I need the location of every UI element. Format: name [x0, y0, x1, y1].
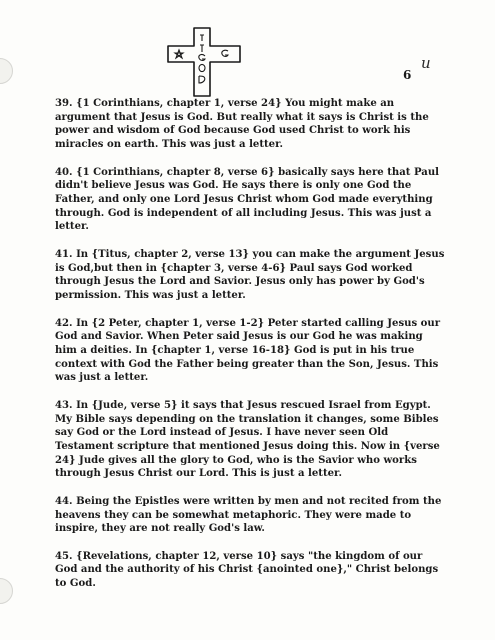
paragraph-42: 42. In {2 Peter, chapter 1, verse 1-2} Peter started calling Jesus our God and Savior. When Peter said Jesus is our God he was making him a deities. In {chapter 1, verse 16-18} God is put in his true context with God the Father being greater than the Son, Jesus. This was just a letter.: [55, 317, 441, 384]
paragraph-41: 41. In {Titus, chapter 2, verse 13} you can make the argument Jesus is God,but then in {chapter 3, verse 4-6} Paul says God worked through Jesus the Lord and Savior. Jesus only has power by God's permission. This was just a letter.: [55, 248, 445, 302]
punch-hole: [0, 58, 13, 84]
page-number: 6: [403, 68, 412, 82]
paragraph-40: 40. {1 Corinthians, chapter 8, verse 6} basically says here that Paul didn't believe Jesus was God. He says there is only one God the Father, and only one Lord Jesus Christ whom God made everything through. God is independent of all including Jesus. This was just a letter.: [55, 166, 439, 233]
punch-hole: [0, 578, 13, 604]
cross-logo-drawing: [166, 26, 242, 98]
handwritten-mark: u: [421, 54, 431, 72]
document-body: [55, 97, 445, 605]
paragraph-39: 39. {1 Corinthians, chapter 1, verse 24} You might make an argument that Jesus is God. But really what it says is Christ is the power and wisdom of God because God used Christ to work his miracles on earth. This was just a letter.: [55, 98, 429, 151]
paragraph-43: 43. In {Jude, verse 5} it says that Jesus rescued Israel from Egypt. My Bible says depending on the translation it changes, some Bibles say God or the Lord instead of Jesus. I have never seen Old Testament scripture that mentioned Jesus doing this. Now in {verse 24} Jude gives all the glory to God, who is the Savior who works through Jesus Christ our Lord. This is just a letter.: [55, 399, 440, 480]
paragraph-45: 45. {Revelations, chapter 12, verse 10} says "the kingdom of our God and the authority of his Christ {anointed one}," Christ belongs to God.: [55, 550, 439, 590]
paragraph-44: 44. Being the Epistles were written by men and not recited from the heavens they can be somewhat metaphoric. They were made to inspire, they are not really God's law.: [55, 495, 442, 535]
